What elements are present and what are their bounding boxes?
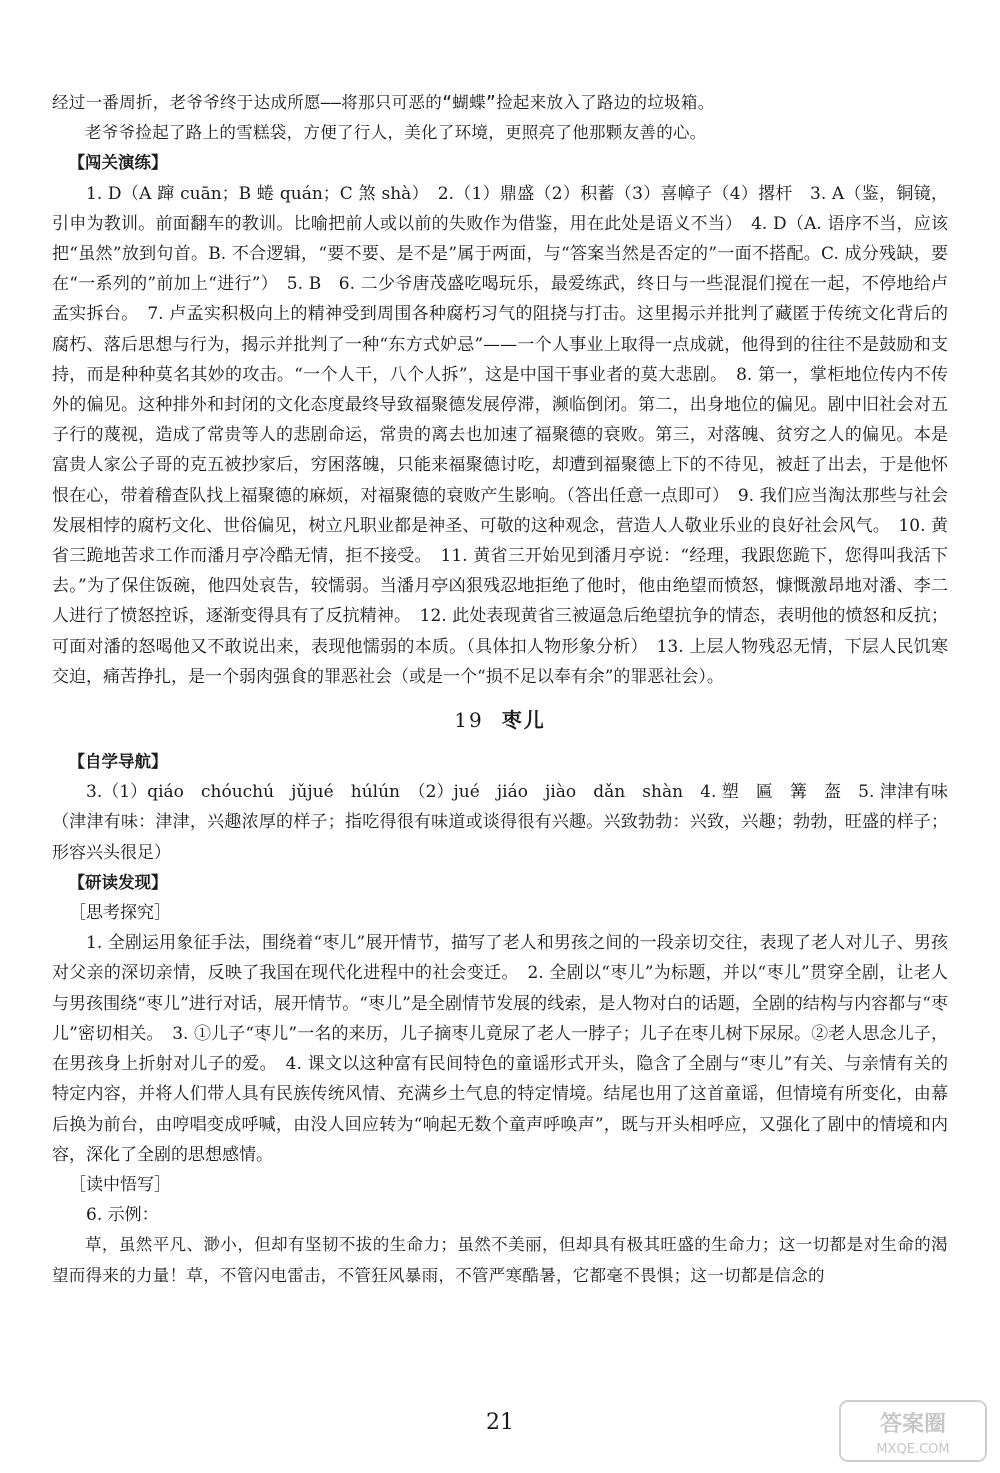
lesson-number: 19 xyxy=(454,708,484,733)
section-heading-self-study: 【自学导航】 xyxy=(68,752,168,772)
watermark-logo-text: 答案圈 xyxy=(879,1412,947,1437)
page-number: 21 xyxy=(486,1410,514,1435)
document-page xyxy=(52,88,948,1291)
handwritten-example: 草，虽然平凡、渺小，但却有坚韧不拔的生命力；虽然不美丽，但却具有极其旺盛的生命力；这一切都是对生命的渴望而得来的力量！草，不管闪电雷击，不管狂风暴雨，不管严寒酷暑，它都毫不畏惧；这一切都是信念的 xyxy=(52,1235,948,1285)
item-6-label: 6. 示例： xyxy=(86,1205,159,1226)
subheading-read-write: ［读中悟写］ xyxy=(69,1174,171,1195)
watermark-url: MXQE.COM xyxy=(876,1442,950,1457)
section-heading-practice: 【闯关演练】 xyxy=(68,153,168,173)
handwritten-line-2: 老爷爷捡起了路上的雪糕袋，方便了行人，美化了环境，更照亮了他那颗友善的心。 xyxy=(85,123,707,143)
section-heading-research: 【研读发现】 xyxy=(68,872,168,892)
subheading-think: ［思考探究］ xyxy=(69,903,171,924)
watermark-logo xyxy=(838,1399,988,1463)
lesson-name: 枣儿 xyxy=(501,708,546,733)
answers-self-study: 3.（1）qiáo chóuchú jǔjué húlún （2）jué jiáo jiào dǎn shàn 4. 塑 匾 篝 盔 5. 津津有味（津津有味：津津，兴趣浓厚的样子；指吃得很有味道或谈得很有兴趣。兴致勃勃：兴致，兴趣；勃勃，旺盛的样子；形容兴头很足） xyxy=(52,782,948,863)
answers-practice: 1. D（A 蹿 cuān；B 蜷 quán；C 煞 shà） 2.（1）鼎盛（2）积蓄（3）喜幛子（4）撂杆 3. A（鉴，铜镜，引申为教训。前面翻车的教训。比喻把前人或以前的失败作为借鉴，用在此处是语义不当） 4. D（A. 语序不当，应该把“虽然”放到句首。B. 不合逻辑，“要不要、是不是”属于两面，与“答案当然是否定的”一面不搭配。C. 成分残缺，要在“一系列的”前加上“进行”） 5. B 6. 二少爷唐茂盛吃喝玩乐，最爱练武，终日与一些混混们搅在一起，不停地给卢孟实拆台。 7. 卢孟实积极向上的精神受到周围各种腐朽习气的阻挠与打击。这里揭示并批判了藏匿于传统文化背后的腐朽、落后思想与行为，揭示并批判了一种“东方式妒忌”——一个人事业上取得一点成就，他得到的往往不是鼓励和支持，而是种种莫名其妙的攻击。“一个人干，八个人拆”，这是中国干事业者的莫大悲剧。 8. 第一，掌柜地位传内不传外的偏见。这种排外和封闭的文化态度最终导致福聚德发展停滞，濒临倒闭。第二，出身地位的偏见。剧中旧社会对五子行的蔑视，造成了常贵等人的悲剧命运，常贵的离去也加速了福聚德的衰败。第三，对落魄、贫穷之人的偏见。本是富贵人家公子哥的克五被抄家后，穷困落魄，只能来福聚德讨吃，却遭到福聚德上下的不待见，被赶了出去，于是他怀恨在心，带着稽查队找上福聚德的麻烦，对福聚德的衰败产生影响。（答出任意一点即可） 9. 我们应当淘汰那些与社会发展相悖的腐朽文化、世俗偏见，树立凡职业都是神圣、可敬的这种观念，营造人人敬业乐业的良好社会风气。 10. 黄省三跪地苦求工作而潘月亭冷酷无情，拒不接受。 11. 黄省三开始见到潘月亭说：“经理，我跟您跪下，您得叫我活下去。”为了保住饭碗，他四处哀告，较懦弱。当潘月亭凶狠残忍地拒绝了他时，他由绝望而愤怒，慷慨激昂地对潘、李二人进行了愤怒控诉，逐渐变得具有了反抗精神。 12. 此处表现黄省三被逼急后绝望抗争的情态，表明他的愤怒和反抗；可面对潘的怒喝他又不敢说出来，表现他懦弱的本质。（具体扣人物形象分析） 13. 上层人物残忍无情，下层人民饥寒交迫，痛苦挣扎，是一个弱肉强食的罪恶社会（或是一个“损不足以奉有余”的罪恶社会）。 xyxy=(52,183,948,687)
handwritten-line-1: 经过一番周折，老爷爷终于达成所愿——将那只可恶的“蝴蝶”捡起来放入了路边的垃圾箱。 xyxy=(52,93,715,112)
lesson-title xyxy=(52,704,948,733)
answers-think: 1. 全剧运用象征手法，围绕着“枣儿”展开情节，描写了老人和男孩之间的一段亲切交往，表现了老人对儿子、男孩对父亲的深切亲情，反映了我国在现代化进程中的社会变迁。 2. 全剧以“枣儿”为标题，并以“枣儿”贯穿全剧，让老人与男孩围绕“枣儿”进行对话，展开情节。“枣儿”是全剧情节发展的线索，是人物对白的话题，全剧的结构与内容都与“枣儿”密切相关。 3. ①儿子“枣儿”一名的来历，儿子摘枣儿竟尿了老人一脖子；儿子在枣儿树下尿尿。②老人思念儿子，在男孩身上折射对儿子的爱。 4. 课文以这种富有民间特色的童谣形式开头，隐含了全剧与“枣儿”有关、与亲情有关的特定内容，并将人们带人具有民族传统风情、充满乡土气息的特定情境。结尾也用了这首童谣，但情境有所变化，由幕后换为前台，由哼唱变成呼喊，由没人回应转为“响起无数个童声呼唤声”，既与开头相呼应，又强化了剧中的情境和内容，深化了全剧的思想感情。 xyxy=(52,933,948,1165)
